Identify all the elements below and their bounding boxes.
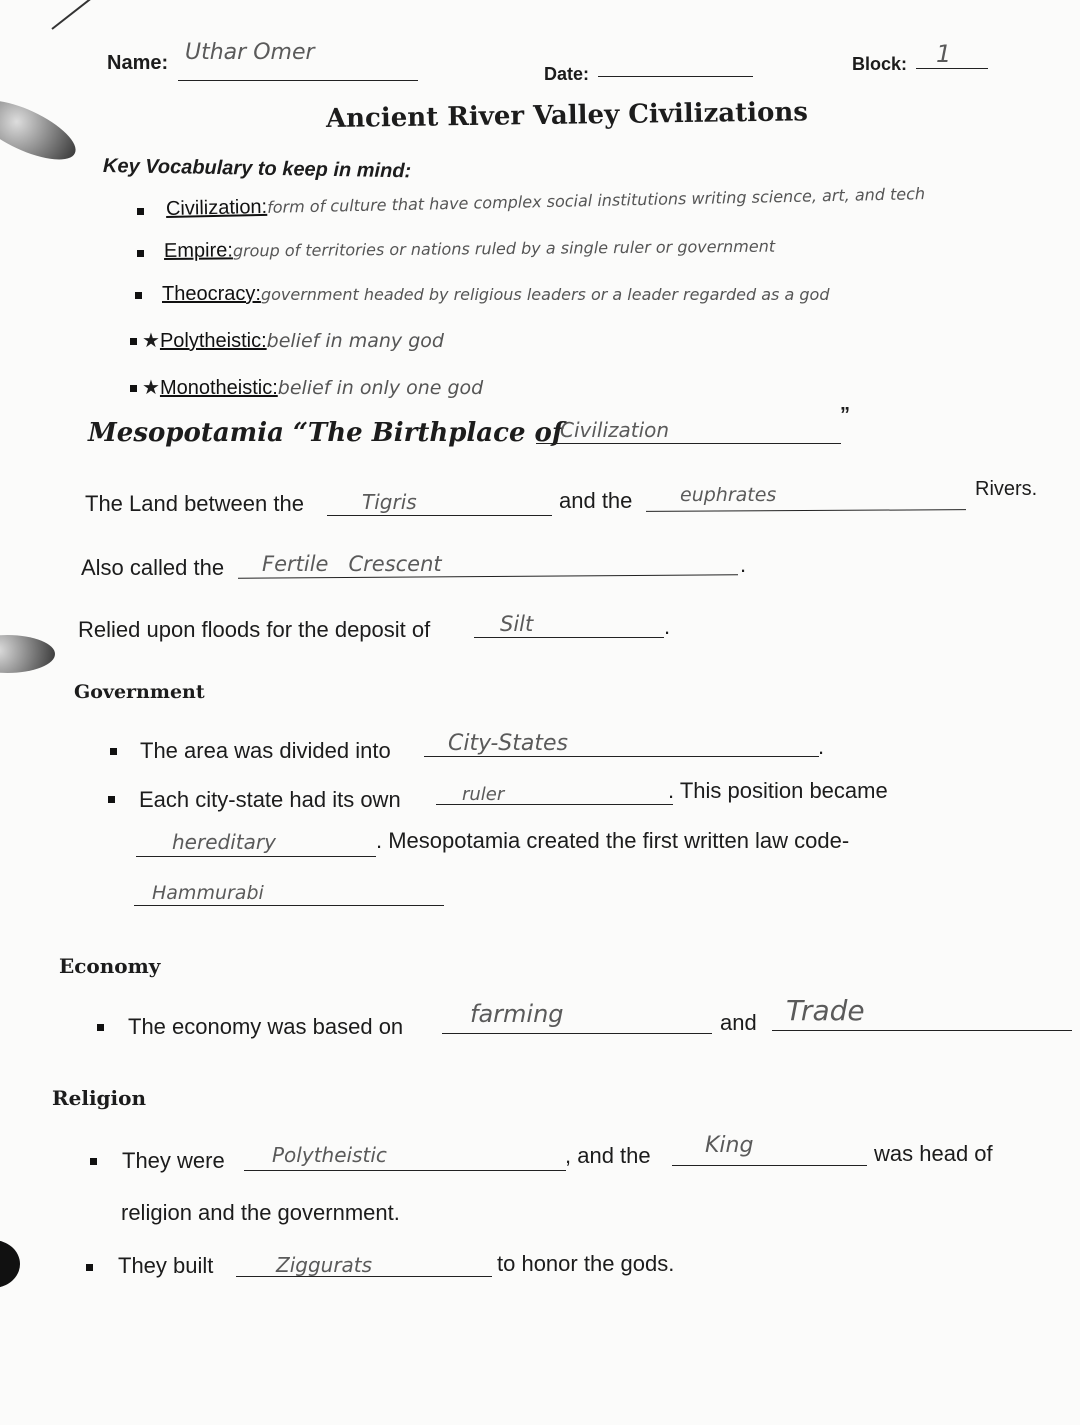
rel-line3-answer[interactable]: Ziggurats bbox=[276, 1253, 373, 1277]
rel-line3-suffix: to honor the gods. bbox=[497, 1251, 675, 1276]
vocab-def: government headed by religious leaders or a leader regarded as a god bbox=[260, 285, 830, 304]
called-prefix: Also called the bbox=[81, 555, 225, 580]
called-suffix: . bbox=[740, 552, 747, 577]
vocab-term: Civilization: bbox=[165, 195, 268, 220]
religion-heading: Religion bbox=[52, 1086, 147, 1110]
vocab-item-civilization bbox=[166, 182, 926, 221]
date-label: Date: bbox=[544, 64, 590, 84]
land-prefix: The Land between the bbox=[85, 491, 304, 516]
land-answer2-line bbox=[646, 509, 966, 512]
rel-bullet bbox=[86, 1264, 93, 1271]
floods-answer-line bbox=[474, 637, 664, 638]
floods-answer[interactable]: Silt bbox=[500, 612, 534, 636]
vocab-def: form of culture that have complex social institutions writing science, art, and tech bbox=[266, 184, 926, 217]
rel-line1-suffix: was head of bbox=[874, 1141, 993, 1166]
econ-bullet bbox=[97, 1024, 104, 1031]
econ-middle: and bbox=[720, 1010, 757, 1035]
land-suffix: Rivers. bbox=[975, 478, 1038, 500]
mesopotamia-heading: Mesopotamia “The Birthplace of bbox=[88, 418, 564, 448]
gov-line3-answer-line bbox=[136, 856, 376, 857]
econ-answer1-line bbox=[442, 1033, 712, 1034]
vocab-item-theocracy bbox=[162, 283, 829, 306]
vocab-item-polytheistic bbox=[142, 328, 444, 353]
gov-bullet bbox=[108, 796, 115, 803]
gov-line2-answer[interactable]: ruler bbox=[462, 784, 505, 805]
name-label: Name: bbox=[107, 52, 169, 74]
vocab-item-empire bbox=[164, 235, 775, 263]
rel-line1-middle: , and the bbox=[565, 1143, 651, 1168]
vocab-def: belief in many god bbox=[266, 330, 444, 352]
gov-line2-prefix: Each city-state had its own bbox=[139, 787, 401, 812]
rel-line1-answer2[interactable]: King bbox=[705, 1133, 754, 1158]
econ-answer2[interactable]: Trade bbox=[786, 994, 865, 1027]
gov-line1-prefix: The area was divided into bbox=[140, 738, 391, 763]
block-label: Block: bbox=[852, 54, 908, 74]
date-line[interactable] bbox=[598, 76, 753, 77]
vocab-term: Theocracy: bbox=[162, 283, 261, 305]
econ-answer2-line bbox=[772, 1030, 1072, 1031]
vocab-bullet bbox=[137, 250, 144, 257]
rel-bullet bbox=[90, 1158, 97, 1165]
economy-heading: Economy bbox=[59, 954, 161, 978]
land-answer1-line bbox=[327, 515, 552, 516]
econ-prefix: The economy was based on bbox=[128, 1014, 404, 1039]
gov-bullet bbox=[110, 748, 117, 755]
land-answer1[interactable]: Tigris bbox=[362, 490, 417, 514]
floods-prefix: Relied upon floods for the deposit of bbox=[78, 617, 431, 642]
name-line bbox=[178, 80, 418, 81]
econ-answer1[interactable]: farming bbox=[470, 1000, 564, 1028]
called-answer[interactable]: Fertile Crescent bbox=[262, 552, 442, 576]
government-heading: Government bbox=[74, 681, 205, 703]
land-middle: and the bbox=[559, 488, 633, 513]
gov-line1-answer-line bbox=[424, 756, 819, 757]
gov-line2-suffix: . This position became bbox=[668, 778, 888, 803]
name-value[interactable]: Uthar Omer bbox=[185, 40, 315, 65]
gov-line3-answer[interactable]: hereditary bbox=[172, 830, 276, 854]
meso-answer[interactable]: Civilization bbox=[560, 418, 670, 442]
vocab-bullet bbox=[137, 208, 144, 215]
rel-line2: religion and the government. bbox=[121, 1200, 400, 1225]
rel-line1-answer2-line bbox=[672, 1165, 867, 1166]
vocab-heading: Key Vocabulary to keep in mind: bbox=[102, 155, 412, 183]
vocab-def: group of territories or nations ruled by a single ruler or government bbox=[232, 236, 776, 261]
rel-line1-answer-line bbox=[244, 1170, 566, 1171]
vocab-term: Empire: bbox=[163, 239, 233, 262]
vocab-bullet bbox=[130, 338, 137, 345]
gov-line1-suffix: . bbox=[818, 734, 825, 759]
gov-line4-answer-line bbox=[134, 905, 444, 906]
star-icon: ★ bbox=[142, 330, 160, 352]
pen-stroke bbox=[51, 0, 92, 30]
binder-ring-middle bbox=[0, 635, 55, 673]
vocab-term: Monotheistic: bbox=[159, 377, 278, 399]
page-title: Ancient River Valley Civilizations bbox=[325, 97, 809, 134]
meso-close-quote: ” bbox=[840, 404, 850, 426]
vocab-bullet bbox=[130, 385, 137, 392]
binder-ring-bottom bbox=[0, 1240, 20, 1288]
land-answer2[interactable]: euphrates bbox=[680, 484, 777, 506]
gov-line4-answer[interactable]: Hammurabi bbox=[152, 882, 264, 904]
rel-line3-prefix: They built bbox=[118, 1253, 214, 1278]
rel-line1-answer[interactable]: Polytheistic bbox=[272, 1143, 387, 1167]
binder-ring-top bbox=[0, 89, 83, 172]
vocab-def: belief in only one god bbox=[277, 377, 484, 399]
block-line bbox=[916, 68, 988, 69]
star-icon: ★ bbox=[142, 377, 160, 399]
floods-suffix: . bbox=[664, 614, 671, 639]
vocab-item-monotheistic bbox=[142, 375, 483, 400]
gov-line3-suffix: . Mesopotamia created the first written law code- bbox=[376, 828, 850, 853]
rel-line1-prefix: They were bbox=[122, 1148, 225, 1173]
gov-line1-answer[interactable]: City-States bbox=[448, 731, 568, 756]
meso-answer-line bbox=[536, 443, 841, 444]
vocab-bullet bbox=[135, 292, 142, 299]
block-value[interactable]: 1 bbox=[936, 40, 952, 68]
vocab-term: Polytheistic: bbox=[159, 330, 267, 352]
